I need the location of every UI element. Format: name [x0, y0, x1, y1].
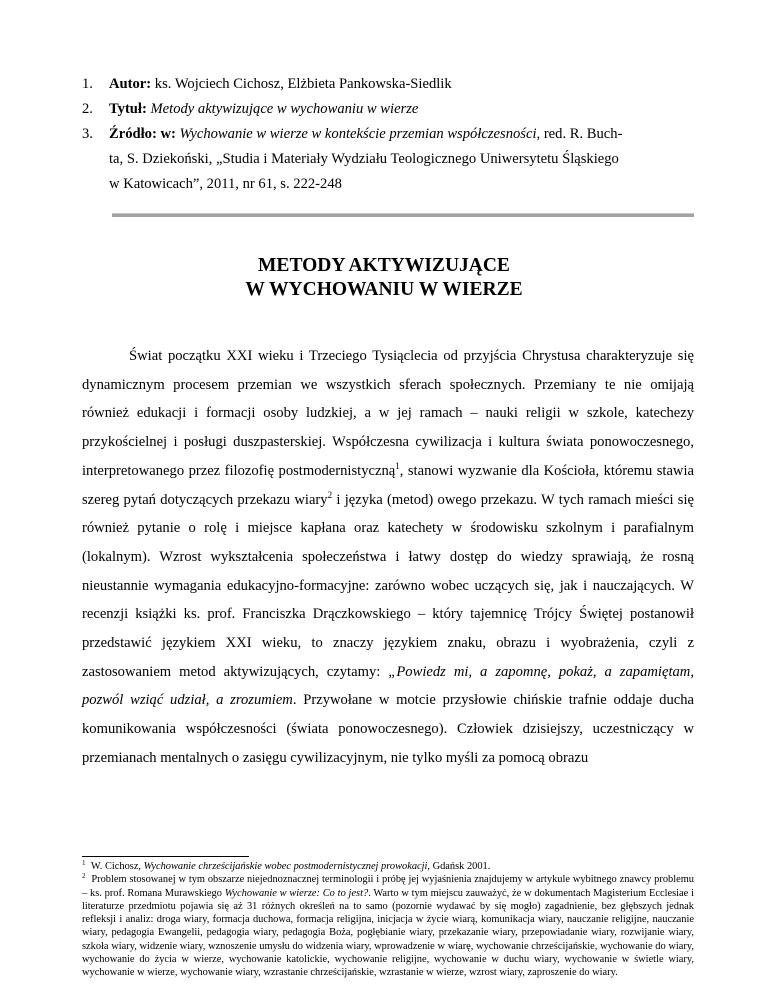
footnote-2: $^2$ Problem stosowanej w tym obszarze niejednoznacznej terminologii i próbę jej wyjaśnienia znajdujemy w artykule wybitnego znawcy problemu – ks. prof. Romana Murawskiego Wychowanie w wierze: Co to jest?. Warto w tym miejscu zauważyć, że w dokumentach Magisterium Ecclesiae i literaturze przedmiotu pojawia się aż 31 różnych określeń na to samo (pozornie wydawać by się mogło) zagadnienie, bez głębszych jednak refleksji i analiz: droga wiary, formacja duchowa, formacja religijna, inicjacja w życie wiarą, komunikacja wiary, nauczanie religijne, nauczanie wiary, pedagogia Ewangelii, pedagogia wiary, pedagogia Boża, pogłębianie wiary, przekazanie wiary, przepowiadanie wiary, rozwijanie wiary, szkoła wiary, widzenie wiary, wznoszenie umysłu do widzenia wiary, wprowadzenie w wiarę, wychowanie chrześcijańskie, wychowanie do wiary, wychowanie do życia w wierze, wychowanie katolickie, wychowanie religijne, wychowanie w duchu wiary, wychowanie w świetle wiary, wychowanie w wierze, wychowanie wiary, wzrastanie chrześcijańskie, wzrastanie w wierze, wzrost wiary, zaproszenie do wiary. [82, 871, 694, 979]
meta-value: , red. R. Buch- [536, 126, 623, 142]
meta-value: Metody aktywizujące w wychowaniu w wierze [150, 101, 419, 117]
footnote-ref[interactable]: 2 [327, 489, 333, 500]
footnotes [82, 860, 694, 980]
meta-number: 2. [82, 101, 93, 117]
footnote-divider [82, 856, 249, 857]
body-text [82, 342, 694, 773]
meta-value: ks. Wojciech Cichosz, Elżbieta Pankowska-Siedlik [151, 76, 452, 92]
footnote-mark: 1 [82, 858, 86, 867]
meta-label: Tytuł: [109, 101, 147, 117]
meta-label: Autor: [109, 76, 152, 92]
meta-value-italic: Wychowanie w wierze w kontekście przemian współczesności [179, 126, 537, 142]
footnote-ref[interactable]: 1 [395, 460, 400, 471]
page-title [0, 254, 768, 302]
footnote-mark: 2 [82, 871, 86, 880]
footnote-1: $^1$ W. Cichosz, Wychowanie chrześcijańskie wobec postmodernistycznej prowokacji, Gdańsk 2001. [82, 858, 491, 872]
meta-source-line2: ta, S. Dziekoński, „Studia i Materiały Wydziału Teologicznego Uniwersytetu Śląskiego [109, 151, 619, 167]
title-line-2: W WYCHOWANIU W WIERZE [245, 279, 523, 300]
meta-title [82, 97, 702, 122]
meta-source-line3: w Katowicach”, 2011, nr 61, s. 222-248 [109, 176, 342, 192]
header-divider [112, 213, 694, 217]
meta-source [82, 122, 702, 147]
bibliographic-header [82, 72, 702, 197]
meta-author [82, 72, 702, 97]
quote: „Powiedz mi, a zapomnę, pokaż, a zapamiętam, pozwól wziąć udział, a zrozumiem [82, 663, 694, 709]
meta-number: 1. [82, 76, 93, 92]
paragraph: Świat początku XXI wieku i Trzeciego Tysiąclecia od przyjścia Chrystusa charakteryzuje się dynamicznym procesem przemian we wszystkich sferach społecznych. Przemiany te nie omijają również edukacji i formacji osoby ludzkiej, a w jej ramach – nauki religii w szkole, katechezy przykościelnej i posługi duszpasterskiej. Współczesna cywilizacja i kultura świata ponowoczesnego, interpretowanego przez filozofię postmodernistyczną$^1$, stanowi wyzwanie dla Kościoła, któremu stawia szereg pytań dotyczących przekazu wiary$^2$ i języka (metod) owego przekazu. W tych ramach mieści się również pytanie o rolę i miejsce kapłana oraz katechety w środowisku szkolnym i parafialnym (lokalnym). Wzrost wykształcenia społeczeństwa i łatwy dostęp do wiedzy sprawiają, że rosną nieustannie wymagania edukacyjno-formacyjne: zarówno wobec uczących się, jak i nauczających. W recenzji książki ks. prof. Franciszka Drączkowskiego – który tajemnicę Trójcy Świętej postanowił przedstawić językiem XXI wieku, to znaczy językiem znaku, obrazu i wyobrażenia, czyli z zastosowaniem metod aktywizujących, czytamy: „Powiedz mi, a zapomnę, pokaż, a zapamiętam, pozwól wziąć udział, a zrozumiem. Przywołane w motcie przysłowie chińskie trafnie oddaje ducha komunikowania współczesności (świata ponowoczesnego). Człowiek dzisiejszy, uczestniczący w przemianach mentalnych o zasięgu cywilizacyjnym, nie tylko myśli za pomocą obrazu [82, 348, 694, 766]
meta-label: Źródło: w: [109, 126, 176, 142]
title-line-1: METODY AKTYWIZUJĄCE [258, 255, 510, 276]
meta-number: 3. [82, 126, 93, 142]
